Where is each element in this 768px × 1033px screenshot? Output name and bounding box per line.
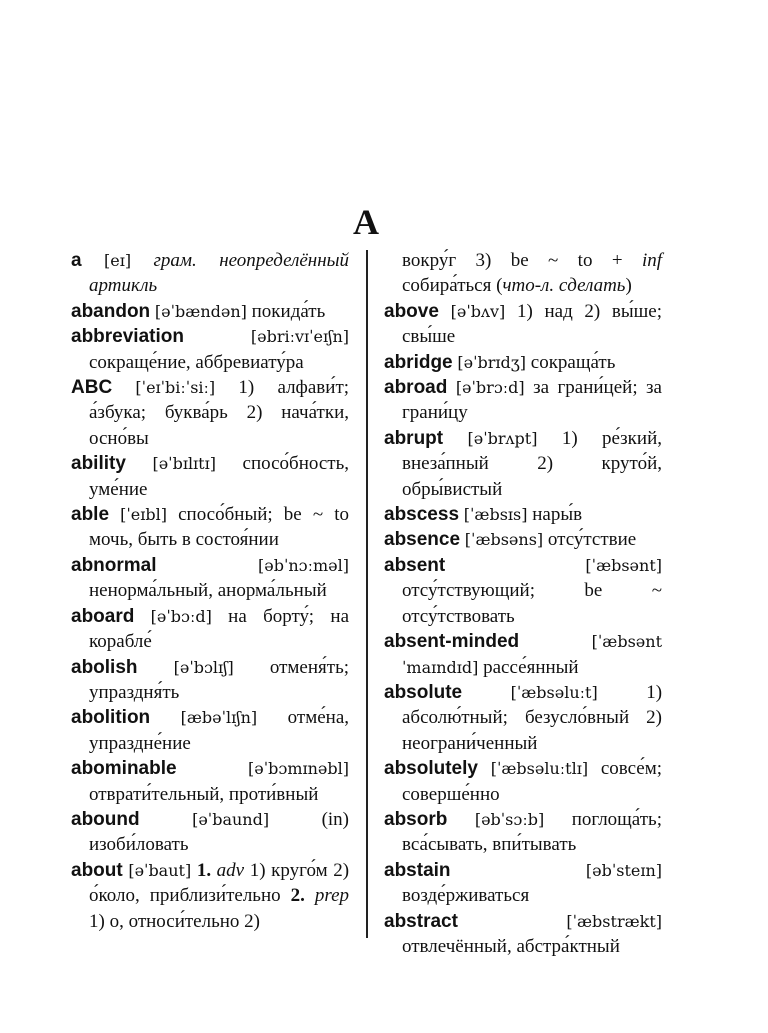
right-column	[384, 248, 662, 959]
definition: на борту́; на корабле́	[89, 605, 349, 653]
transcription: [ˈeɪbl]	[120, 505, 167, 525]
definition: (in) изоби́ловать	[89, 808, 349, 856]
sense-number: 1.	[196, 859, 212, 881]
definition: 1) ре́зкий, внеза́пный 2) круто́й, обры́вистый	[402, 427, 662, 500]
headword: ability	[71, 453, 126, 475]
definition: отсу́тствующий; be ~ отсу́тствовать	[402, 580, 662, 627]
dictionary-entry	[71, 858, 349, 934]
headword: abandon	[71, 300, 151, 322]
definition: спосо́бный; be ~ to мочь, быть в состоя́нии	[89, 504, 350, 551]
headword: ABC	[71, 377, 113, 399]
dictionary-entry	[71, 553, 349, 604]
definition: возде́рживаться	[402, 885, 530, 907]
dictionary-entry	[71, 604, 349, 655]
headword: abstain	[384, 859, 451, 881]
dictionary-entry	[71, 756, 349, 807]
dictionary-entry	[71, 705, 349, 756]
headword: about	[71, 859, 123, 881]
definition: отвлечённый, абстра́ктный	[402, 935, 620, 957]
transcription: [ˈæbstrækt]	[566, 911, 662, 931]
definition: сокраща́ть	[530, 351, 616, 373]
definition: ненорма́льный, анорма́льный	[89, 580, 327, 602]
dictionary-entry	[384, 502, 662, 527]
left-column	[71, 248, 349, 934]
transcription: [əˈbɔmɪnəbl]	[248, 759, 349, 779]
headword: a	[71, 250, 82, 271]
headword: abominable	[71, 758, 177, 780]
dictionary-entry	[71, 299, 349, 324]
headword: above	[384, 300, 439, 322]
dictionary-entry	[384, 756, 662, 807]
headword: abscess	[384, 504, 460, 526]
definition: 1) круго́м 2) о́коло, приблизи́тельно	[89, 859, 350, 907]
dictionary-entry	[71, 807, 349, 858]
part-of-speech: adv	[216, 859, 245, 881]
dictionary-entry	[384, 553, 662, 629]
dictionary-entry	[384, 350, 662, 375]
dictionary-entry	[71, 502, 349, 553]
transcription: [əˈbʌv]	[450, 301, 506, 321]
continuation-entry	[384, 248, 662, 299]
transcription: [ˈæbsənt]	[585, 555, 662, 575]
definition: отме́на, упраздне́ние	[89, 707, 350, 754]
definition: отсу́тствие	[547, 529, 637, 551]
dictionary-entry	[384, 858, 662, 909]
dictionary-entry	[71, 655, 349, 706]
headword: absorb	[384, 808, 448, 830]
transcription: [əˈbrɪdʒ]	[457, 352, 527, 372]
headword: abstract	[384, 910, 458, 932]
dictionary-entry	[384, 680, 662, 756]
dictionary-entry	[71, 451, 349, 502]
transcription: [æbəˈlɪʃn]	[180, 708, 258, 728]
transcription: [əˈbrɔːd]	[455, 378, 525, 398]
dictionary-entry	[384, 807, 662, 858]
continuation-text: )	[625, 275, 632, 297]
definition: отврати́тельный, проти́вный	[89, 783, 319, 805]
transcription: [əˈbɪlɪtɪ]	[152, 454, 216, 474]
continuation-text: собира́ться (	[402, 275, 503, 297]
definition: отменя́ть; упраздня́ть	[89, 656, 350, 703]
headword: abbreviation	[71, 326, 184, 348]
section-letter: A	[353, 202, 379, 242]
transcription: [ˈæbsəluːt]	[510, 682, 598, 702]
definition: 1) алфави́т; а́збука; буква́рь 2) нача́тки, осно́вы	[89, 377, 350, 449]
transcription: [əbˈsɔːb]	[474, 809, 545, 829]
transcription: [əˈbændən]	[154, 301, 247, 321]
transcription: [ˈeɪˈbiːˈsiː]	[135, 378, 216, 398]
definition: спосо́бность, уме́ние	[89, 453, 349, 500]
headword: abolition	[71, 707, 151, 729]
transcription: [əˈbrʌpt]	[467, 428, 538, 448]
definition: 1) о, относи́тельно 2)	[89, 910, 260, 932]
definition: поглоща́ть; вса́сывать, впи́тывать	[402, 808, 662, 856]
transcription: [ˈæbsəluːtlɪ]	[490, 759, 589, 779]
dictionary-entry	[384, 527, 662, 552]
dictionary-entry	[71, 375, 349, 451]
definition: сокраще́ние, аббревиату́ра	[89, 351, 304, 373]
part-of-speech: prep	[314, 885, 350, 907]
continuation-italic: что-л. сделать	[502, 275, 626, 297]
sense-number: 2.	[290, 885, 305, 907]
dictionary-entry	[384, 426, 662, 502]
transcription: [ˈæbsəntˈmaɪndɪd]	[402, 632, 662, 677]
headword: absence	[384, 529, 461, 551]
transcription: [eɪ]	[104, 251, 132, 270]
dictionary-entry	[71, 248, 349, 299]
headword: abrupt	[384, 427, 444, 449]
definition: за грани́цей; за грани́цу	[402, 377, 662, 424]
headword: abroad	[384, 377, 448, 399]
transcription: [ˈæbsəns]	[464, 530, 544, 550]
transcription: [əbriːvɪˈeɪʃn]	[250, 327, 349, 347]
headword: absolutely	[384, 758, 478, 780]
headword: absent-minded	[384, 631, 520, 653]
definition: покида́ть	[251, 300, 326, 322]
dictionary-entry	[384, 375, 662, 426]
transcription: [əbˈsteɪn]	[585, 860, 662, 880]
transcription: [ˈæbsɪs]	[463, 505, 528, 525]
definition: рассе́янный	[483, 656, 579, 678]
headword: abnormal	[71, 554, 157, 576]
headword: absolute	[384, 681, 463, 703]
definition: совсе́м; соверше́нно	[402, 758, 663, 805]
transcription: [əˈbɔːd]	[150, 606, 212, 626]
dictionary-entry	[71, 324, 349, 375]
definition: 1) абсолю́тный; безусло́вный 2) неограни́ченный	[402, 681, 663, 754]
dictionary-entry	[384, 909, 662, 960]
headword: abolish	[71, 656, 138, 678]
headword: aboard	[71, 605, 135, 627]
definition-italic: грам. неопределённый артикль	[89, 250, 350, 297]
definition: нары́в	[532, 504, 583, 526]
transcription: [əˈbaut]	[128, 860, 192, 880]
transcription: [əˈbaund]	[192, 809, 270, 829]
headword: abridge	[384, 351, 453, 373]
definition: 1) над 2) вы́ше; свы́ше	[402, 300, 663, 348]
dictionary-entry	[384, 299, 662, 350]
column-divider	[366, 250, 368, 938]
dictionary-entry	[384, 629, 662, 680]
transcription: [əˈbɔlɪʃ]	[173, 657, 234, 677]
headword: abound	[71, 808, 140, 830]
continuation-italic: inf	[641, 250, 663, 271]
transcription: [əbˈnɔːməl]	[257, 555, 349, 575]
continuation-text: вокру́г 3) be ~ to +	[402, 250, 623, 271]
headword: absent	[384, 554, 446, 576]
headword: able	[71, 504, 110, 526]
